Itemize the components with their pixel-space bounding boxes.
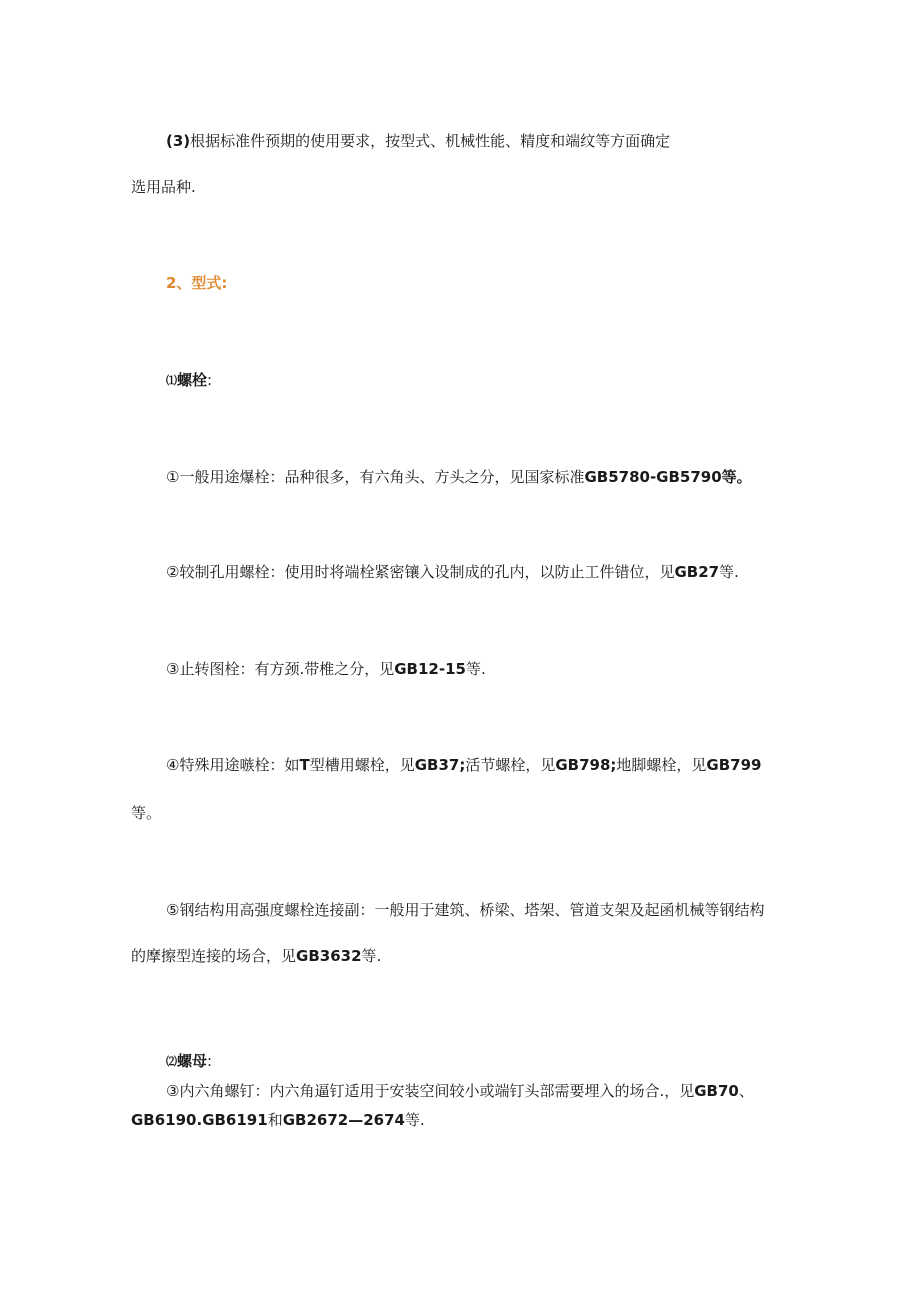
hex-screw-code-3: GB2672—2674 (282, 1111, 405, 1129)
hex-screw-line-2 (131, 1110, 425, 1130)
nut-subheading (166, 1051, 212, 1072)
bolt-number: ⑴ (166, 374, 177, 387)
bolt-item-3-text: ③止转图栓：有方颈.带椎之分，见 (166, 660, 395, 678)
bolt-item-4-line-1 (166, 755, 761, 775)
bolt-item-4-line-2: 等。 (131, 804, 162, 822)
hex-screw-text: ③内六角螺钉：内六角逼钉适用于安装空间较小或端钉头部需要埋入的场合.，见 (166, 1082, 695, 1100)
section-2-heading: 2、型式: (166, 274, 228, 292)
hex-screw-conjunction: 和 (267, 1111, 283, 1129)
bolt-item-1 (166, 467, 752, 487)
bolt-item-5-code: GB3632 (296, 947, 362, 965)
bolt-item-4-text-b: T (299, 756, 310, 774)
paragraph-3-line-1 (166, 131, 670, 151)
bolt-item-2 (166, 562, 739, 582)
bolt-item-4-code-1: GB37; (414, 756, 466, 774)
paragraph-3-text: 根据标准件预期的使用要求，按型式、机械性能、精度和端纹等方面确定 (190, 132, 671, 150)
hex-screw-tail: 等. (404, 1111, 425, 1129)
bolt-item-3-tail: 等. (465, 660, 486, 678)
bolt-item-1-text: ①一般用途爆栓：品种很多，有六角头、方头之分，见国家标准 (166, 468, 585, 486)
paragraph-3-number: (3) (166, 132, 191, 150)
bolt-item-4-text-g: 地脚螺栓，见 (616, 756, 707, 774)
bolt-item-4-text-e: 活节螺栓，见 (465, 756, 556, 774)
bolt-item-4-code-3: GB799 (706, 756, 762, 774)
hex-screw-code-1: GB70 (694, 1082, 739, 1100)
paragraph-3-line-2: 选用品种. (131, 178, 196, 196)
bolt-item-2-text: ②较制孔用螺栓：使用时将端栓紧密镶入设制成的孔内，以防止工件错位，见 (166, 563, 675, 581)
nut-colon: : (207, 1052, 213, 1070)
bolt-item-4-text-c: 型槽用螺栓，见 (309, 756, 415, 774)
bolt-item-1-code: GB5780-GB5790 (584, 468, 722, 486)
bolt-item-4-text-a: ④特殊用途嗾栓：如 (166, 756, 300, 774)
bolt-item-2-code: GB27 (674, 563, 720, 581)
bolt-item-5-line-2 (131, 946, 381, 966)
bolt-colon: : (207, 371, 213, 389)
hex-screw-line-1 (166, 1081, 754, 1101)
hex-screw-code-2: GB6190.GB6191 (131, 1111, 268, 1129)
bolt-label: 螺栓 (177, 371, 208, 389)
bolt-item-5-text: 的摩擦型连接的场合，见 (131, 947, 297, 965)
bolt-item-2-tail: 等. (719, 563, 739, 581)
bolt-item-1-tail: 等。 (721, 468, 752, 486)
bolt-item-5-tail: 等. (361, 947, 382, 965)
hex-screw-separator: 、 (738, 1082, 754, 1100)
nut-number: ⑵ (166, 1055, 177, 1068)
bolt-item-5-line-1: ⑤钢结构用高强度螺栓连接副：一般用于建筑、桥梁、塔架、管道支架及起函机械等钢结构 (166, 901, 765, 919)
nut-label: 螺母 (177, 1052, 208, 1070)
bolt-item-3 (166, 659, 486, 679)
bolt-item-3-code: GB12-15 (394, 660, 466, 678)
bolt-item-4-code-2: GB798; (555, 756, 617, 774)
bolt-subheading (166, 370, 212, 391)
